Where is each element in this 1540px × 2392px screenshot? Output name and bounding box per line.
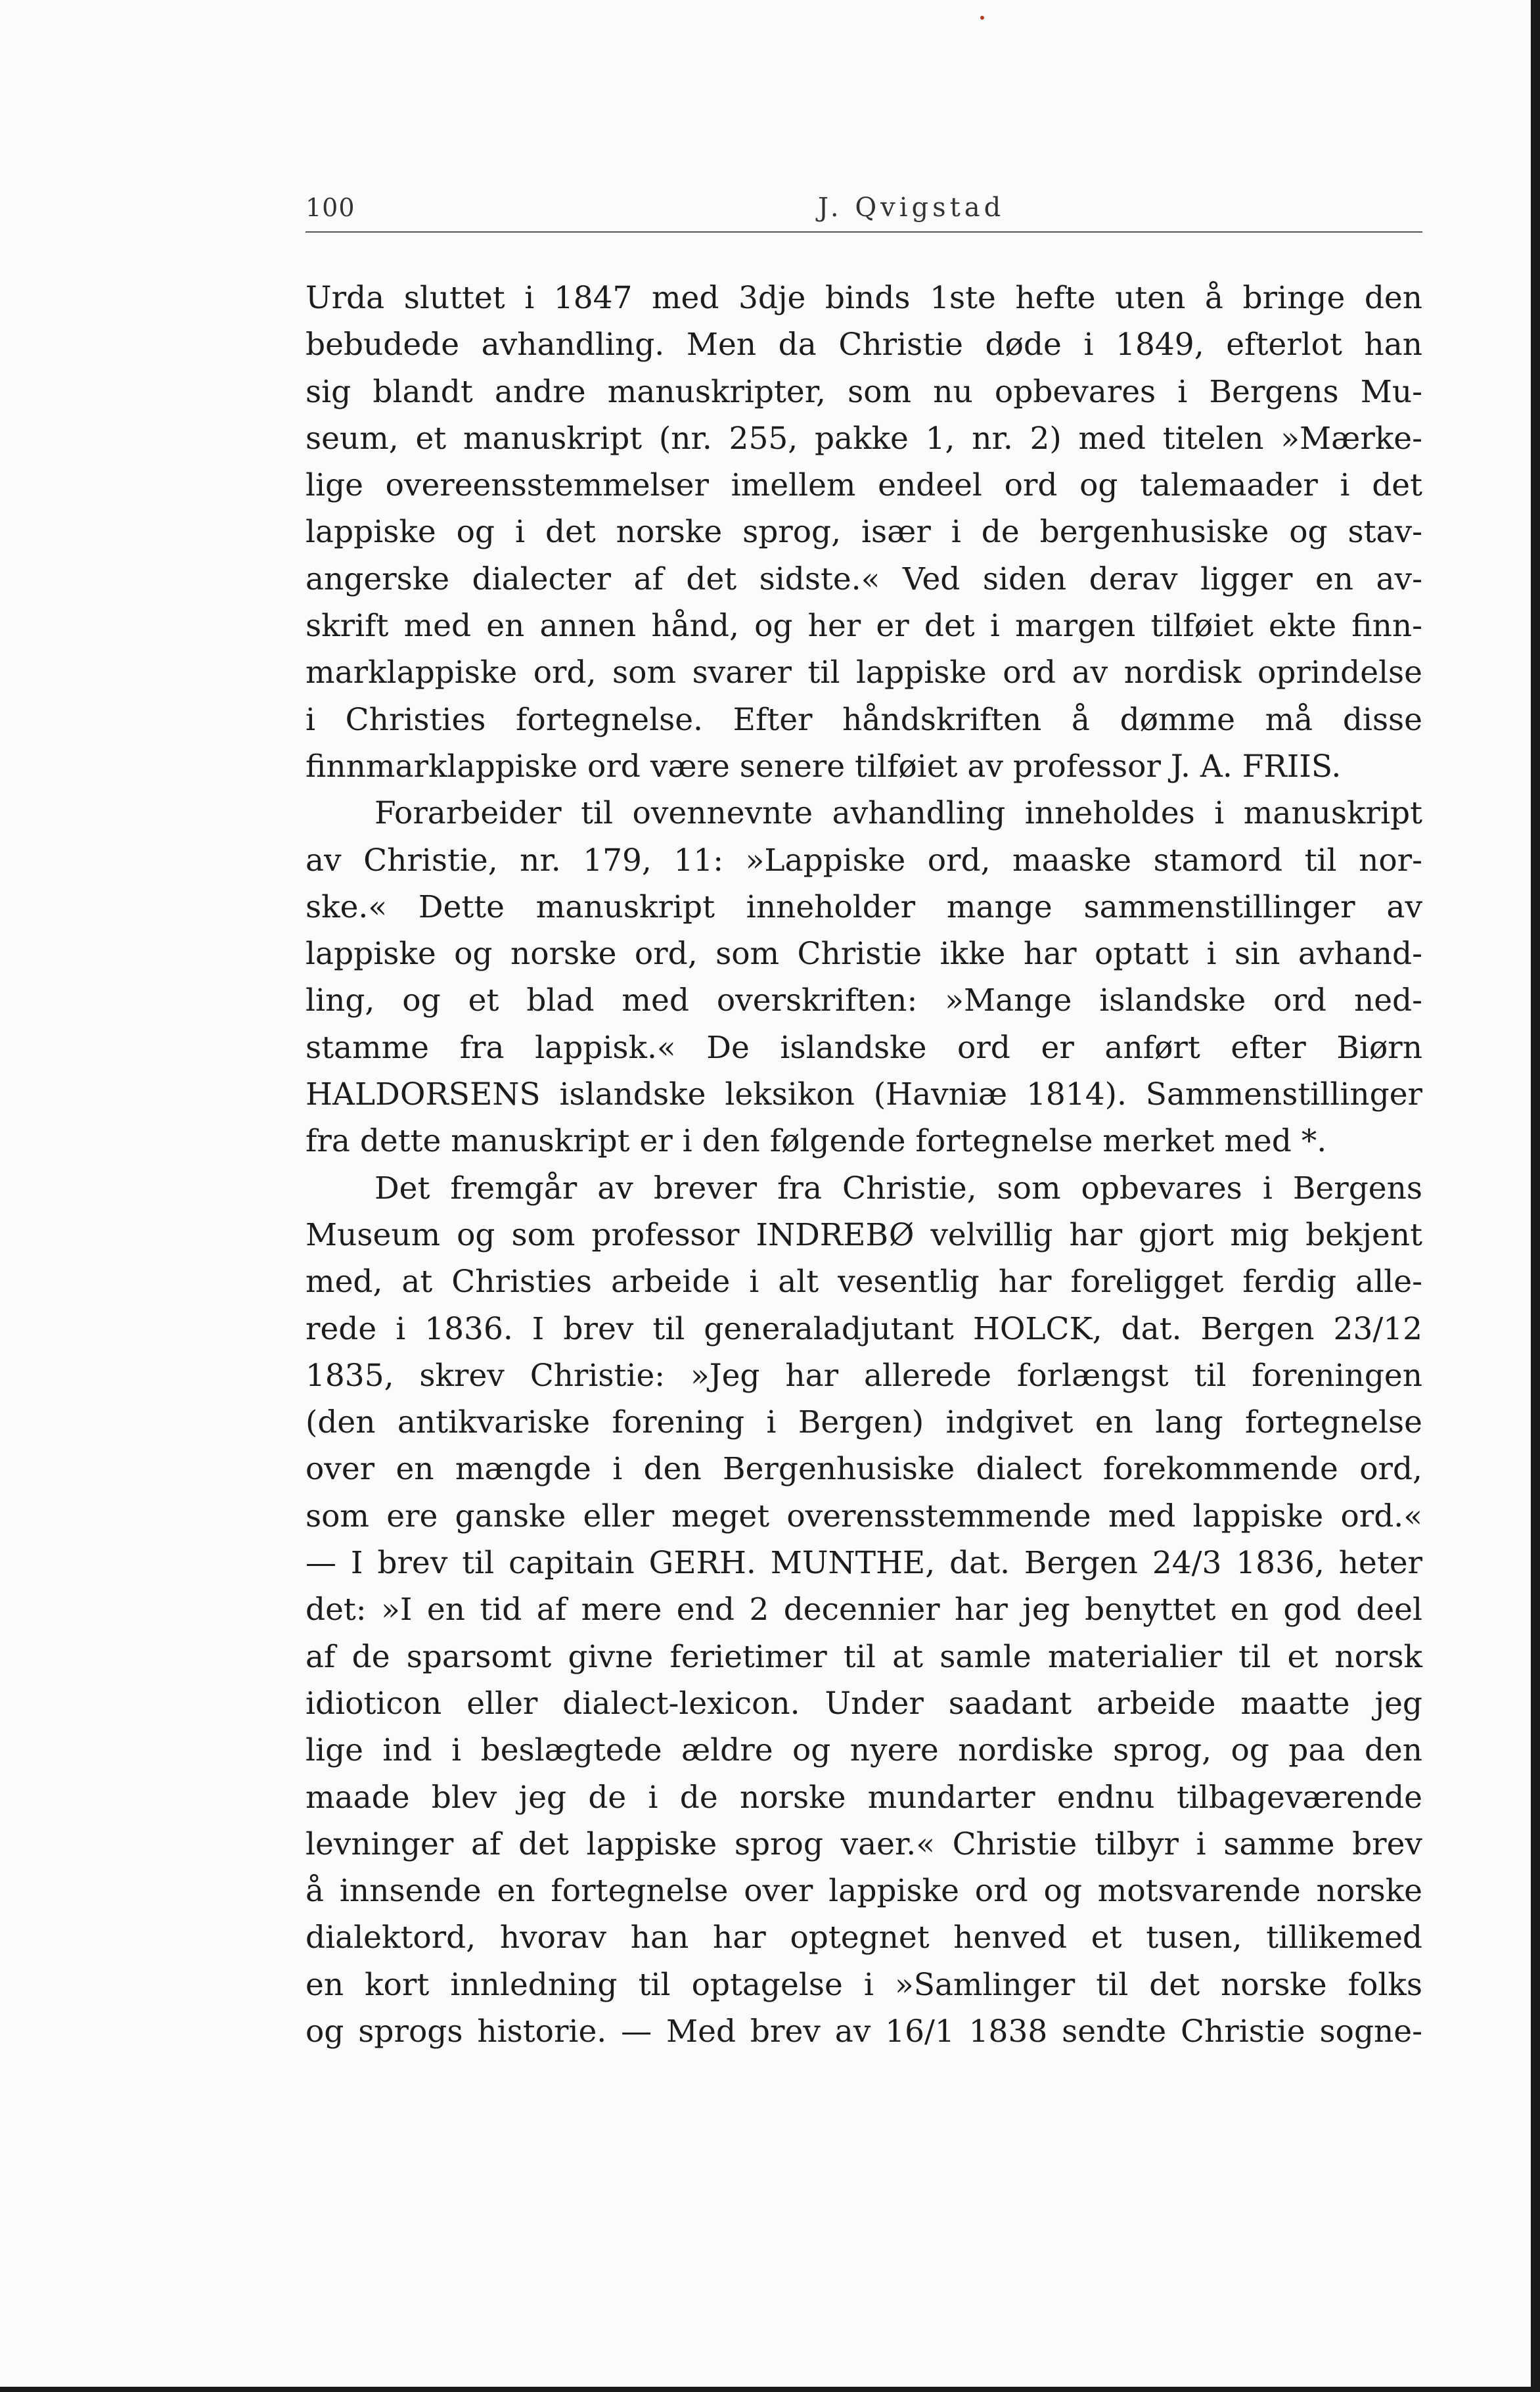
text-line: bebudede avhandling. Men da Christie døde i 1849, efterlot han	[306, 327, 1422, 363]
text-line: lappiske og i det norske sprog, især i de bergenhusiske og stav-	[306, 514, 1422, 551]
text-line: (den antikvariske forening i Bergen) indgivet en lang fortegnelse	[306, 1404, 1422, 1441]
text-line: lige ind i beslægtede ældre og nyere nordiske sprog, og paa den	[306, 1732, 1422, 1769]
text-line: finnmarklappiske ord være senere tilføiet av professor J. A. FRIIS.	[306, 748, 1342, 785]
text-line: HALDORSENS islandske leksikon (Havniæ 1814). Sammenstillinger	[306, 1076, 1422, 1113]
text-line: en kort innledning til optagelse i »Samlinger til det norske folks	[306, 1966, 1422, 2003]
text-line: fra dette manuskript er i den følgende fortegnelse merket med *.	[306, 1123, 1327, 1160]
text-line: angerske dialecter af det sidste.« Ved siden derav ligger en av-	[306, 561, 1422, 597]
page-header	[306, 192, 1422, 233]
text-line: skrift med en annen hånd, og her er det i margen tilføiet ekte finn-	[306, 608, 1422, 645]
page-number: 100	[306, 193, 355, 222]
text-line: seum, et manuskript (nr. 255, pakke 1, nr. 2) med titelen »Mærke-	[306, 420, 1422, 457]
text-line: idioticon eller dialect-lexicon. Under saadant arbeide maatte jeg	[306, 1685, 1422, 1722]
text-line: marklappiske ord, som svarer til lappiske ord av nordisk oprindelse	[306, 655, 1422, 691]
text-line: dialektord, hvorav han har optegnet henved et tusen, tillikemed	[306, 1920, 1422, 1956]
text-line: det: »I en tid af mere end 2 decennier har jeg benyttet en god deel	[306, 1592, 1422, 1628]
text-line: ling, og et blad med overskriften: »Mange islandske ord ned-	[306, 982, 1422, 1019]
text-line: lige overeensstemmelser imellem endeel ord og talemaader i det	[306, 467, 1422, 504]
text-line: over en mængde i den Bergenhusiske dialect forekommende ord,	[306, 1451, 1422, 1488]
text-line: Museum og som professor INDREBØ velvillig har gjort mig bekjent	[306, 1216, 1422, 1253]
text-line: sig blandt andre manuskripter, som nu opbevares i Bergens Mu-	[306, 373, 1422, 410]
text-line: af de sparsomt givne ferietimer til at samle materialier til et norsk	[306, 1638, 1422, 1675]
text-line: Det fremgår av brever fra Christie, som opbevares i Bergens	[374, 1170, 1422, 1207]
text-line: lappiske og norske ord, som Christie ikke har optatt i sin avhand-	[306, 936, 1422, 973]
text-line: med, at Christies arbeide i alt vesentlig har foreligget ferdig alle-	[306, 1264, 1422, 1300]
text-line: og sprogs historie. — Med brev av 16/1 1838 sendte Christie sogne-	[306, 2013, 1422, 2050]
text-line: maade blev jeg de i de norske mundarter endnu tilbageværende	[306, 1779, 1422, 1816]
text-line: — I brev til capitain GERH. MUNTHE, dat. Bergen 24/3 1836, heter	[306, 1545, 1422, 1582]
text-line: 1835, skrev Christie: »Jeg har allerede forlængst til foreningen	[306, 1357, 1422, 1394]
running-head: J. Qvigstad	[818, 193, 1005, 223]
text-line: Urda sluttet i 1847 med 3dje binds 1ste hefte uten å bringe den	[306, 280, 1422, 316]
body-text	[306, 275, 1422, 2055]
text-line: stamme fra lappisk.« De islandske ord er anført efter Biørn	[306, 1029, 1422, 1066]
text-line: levninger af det lappiske sprog vaer.« Christie tilbyr i samme brev	[306, 1826, 1422, 1862]
text-line: ske.« Dette manuskript inneholder mange sammenstillinger av	[306, 888, 1422, 925]
text-line: i Christies fortegnelse. Efter håndskriften å dømme må disse	[306, 701, 1422, 738]
text-line: av Christie, nr. 179, 11: »Lappiske ord, maaske stamord til nor-	[306, 842, 1422, 879]
text-line: rede i 1836. I brev til generaladjutant HOLCK, dat. Bergen 23/12	[306, 1310, 1422, 1347]
text-line: Forarbeider til ovennevnte avhandling inneholdes i manuskript	[374, 795, 1422, 832]
scan-speck	[980, 16, 984, 20]
text-line: å innsende en fortegnelse over lappiske ord og motsvarende norske	[306, 1873, 1422, 1910]
text-line: som ere ganske eller meget overensstemmende med lappiske ord.«	[306, 1498, 1422, 1534]
